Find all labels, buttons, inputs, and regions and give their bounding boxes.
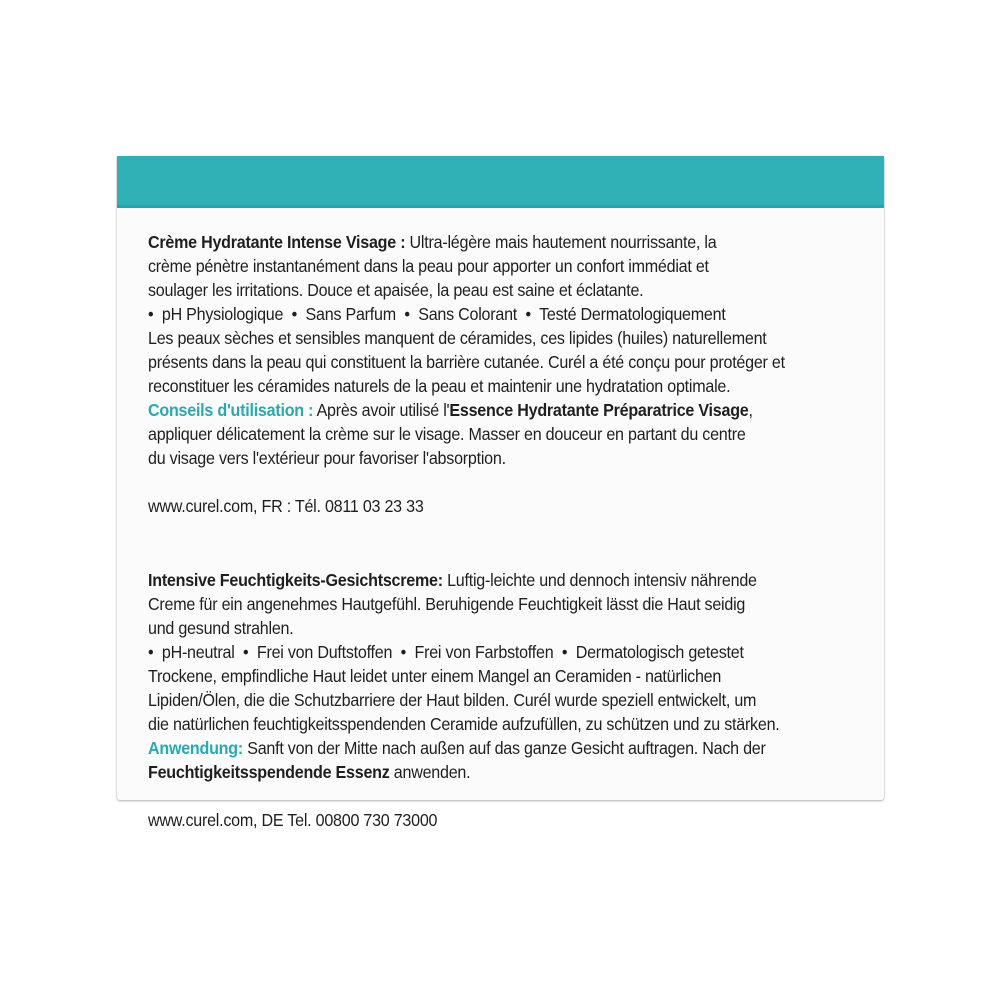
fr-line: crème pénètre instantanément dans la peau pour apporter un confort immédiat et [148, 256, 709, 276]
spacer [148, 518, 808, 544]
spacer [148, 470, 808, 494]
spacer [148, 544, 808, 568]
fr-usage-text: Après avoir utilisé l' [313, 400, 450, 420]
fr-line: soulager les irritations. Douce et apaisée, la peau est saine et éclatante. [148, 280, 644, 300]
fr-usage-line: appliquer délicatement la crème sur le visage. Masser en douceur en partant du centre [148, 424, 746, 444]
lid-band [117, 156, 884, 208]
label-text-block [148, 230, 808, 832]
de-line: und gesund strahlen. [148, 618, 294, 638]
fr-usage [148, 398, 808, 422]
fr-usage-text-end: , [748, 400, 753, 420]
fr-title: Crème Hydratante Intense Visage : [148, 232, 406, 252]
fr-usage-label: Conseils d'utilisation : [148, 400, 314, 420]
de-ceramides-line: Trockene, empfindliche Haut leidet unter einem Mangel an Ceramiden - natürlichen [148, 666, 722, 686]
de-line: Creme für ein angenehmes Hautgefühl. Beruhigende Feuchtigkeit lässt die Haut seidig [148, 594, 746, 614]
de-ceramides-line: die natürlichen feuchtigkeitsspendenden Ceramide aufzufüllen, zu schützen und zu stärken. [148, 714, 780, 734]
fr-usage-product: Essence Hydratante Préparatrice Visage [449, 400, 749, 420]
de-usage [148, 736, 808, 760]
de-usage-product: Feuchtigkeitsspendende Essenz [148, 762, 390, 782]
fr-line: Ultra-légère mais hautement nourrissante, la [405, 232, 717, 252]
de-bullets: • pH-neutral • Frei von Duftstoffen • Frei von Farbstoffen • Dermatologisch getestet [148, 642, 744, 662]
de-usage-label: Anwendung: [148, 738, 243, 758]
de-title: Intensive Feuchtigkeits-Gesichtscreme: [148, 570, 443, 590]
fr-paragraph-1 [148, 230, 808, 254]
de-line: Luftig-leichte und dennoch intensiv nährende [442, 570, 757, 590]
fr-ceramides-line: reconstituer les céramides naturels de la peau et maintenir une hydratation optimale. [148, 376, 731, 396]
spacer [148, 784, 808, 808]
fr-ceramides-line: Les peaux sèches et sensibles manquent de céramides, ces lipides (huiles) naturellement [148, 328, 767, 348]
fr-ceramides-line: présents dans la peau qui constituent la barrière cutanée. Curél a été conçu pour protéger et [148, 352, 785, 372]
de-ceramides-line: Lipiden/Ölen, die die Schutzbarriere der Haut bilden. Curél wurde speziell entwickelt, um [148, 690, 757, 710]
de-usage-text: Sanft von der Mitte nach außen auf das ganze Gesicht auftragen. Nach der [242, 738, 766, 758]
de-usage-text-end: anwenden. [389, 762, 471, 782]
fr-contact: www.curel.com, FR : Tél. 0811 03 23 33 [148, 496, 424, 516]
de-contact: www.curel.com, DE Tel. 00800 730 73000 [148, 810, 438, 830]
fr-bullets: • pH Physiologique • Sans Parfum • Sans Colorant • Testé Dermatologiquement [148, 304, 726, 324]
fr-usage-line: du visage vers l'extérieur pour favoriser l'absorption. [148, 448, 506, 468]
de-paragraph-1 [148, 568, 808, 592]
de-usage-line-2 [148, 760, 808, 784]
product-label-panel [117, 156, 884, 830]
